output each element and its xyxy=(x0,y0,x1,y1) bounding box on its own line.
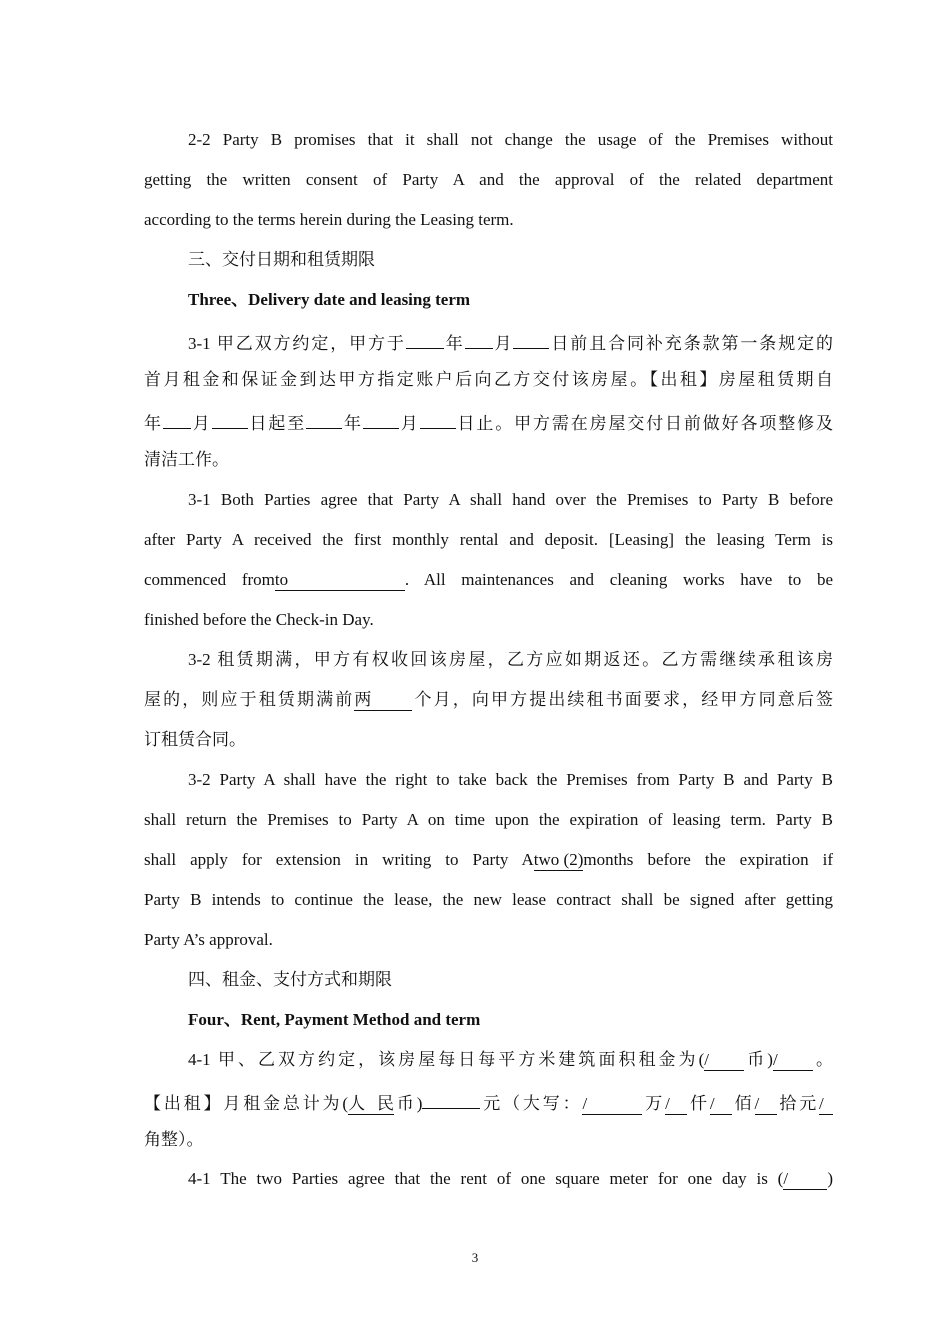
blank-currency: 人民 xyxy=(348,1094,395,1113)
blank-amount-jiao: / xyxy=(819,1095,833,1115)
blank-month xyxy=(465,329,493,349)
clause-4-1-en-line-1: 4-1 The two Parties agree that the rent of one square meter for one day is (/ ) xyxy=(188,1169,833,1188)
blank-day xyxy=(420,409,456,429)
blank-months-count: two (2) xyxy=(533,850,584,869)
clause-3-1-en-line-1: 3-1 Both Parties agree that Party A shall hand over the Premises to Party B before xyxy=(188,490,833,509)
blank-amount-shi: / xyxy=(755,1095,777,1115)
clause-3-1-zh-line-3: 年 月 日起至 年 月 日止。甲方需在房屋交付日前做好各项整修及 xyxy=(144,409,833,435)
blank-daily-rent: / xyxy=(773,1051,813,1071)
section-3-heading-zh: 三、交付日期和租赁期限 xyxy=(188,250,375,269)
clause-3-2-en-line-1: 3-2 Party A shall have the right to take back the Premises from Party B and Party B xyxy=(188,770,833,789)
clause-3-2-en-line-4: Party B intends to continue the lease, the new lease contract shall be signed after getting xyxy=(144,890,833,909)
clause-3-1-zh-line-4: 清洁工作。 xyxy=(144,450,229,469)
blank-year xyxy=(306,409,342,429)
clause-2-2-en-line-1: 2-2 Party B promises that it shall not change the usage of the Premises without xyxy=(188,130,833,149)
blank-months-count: 两 xyxy=(354,691,412,711)
clause-3-1-en-line-2: after Party A received the first monthly rental and deposit. [Leasing] the leasing Term is xyxy=(144,530,833,549)
blank-amount-wan: / xyxy=(582,1095,642,1115)
blank-day xyxy=(513,329,549,349)
blank-amount-qian: / xyxy=(665,1095,687,1115)
clause-3-1-zh-line-2: 首月租金和保证金到达甲方指定账户后向乙方交付该房屋。【出租】房屋租赁期自 xyxy=(144,370,833,389)
blank-monthly-rent xyxy=(422,1089,480,1109)
clause-3-2-en-line-3: shall apply for extension in writing to Party Atwo (2)months before the expiration if xyxy=(144,850,833,869)
clause-3-1-en-line-3: commenced fromto . All maintenances and cleaning works have to be xyxy=(144,570,833,589)
blank-daily-rent: / xyxy=(783,1170,827,1190)
clause-3-2-zh-line-1: 3-2 租赁期满，甲方有权收回该房屋，乙方应如期返还。乙方需继续承租该房 xyxy=(188,650,833,669)
blank-year xyxy=(406,329,444,349)
section-4-heading-en: Four、Rent, Payment Method and term xyxy=(188,1010,481,1029)
clause-3-2-zh-line-3: 订租赁合同。 xyxy=(144,730,246,749)
blank-day xyxy=(212,409,248,429)
section-4-heading-zh: 四、租金、支付方式和期限 xyxy=(188,970,392,989)
clause-3-1-en-line-4: finished before the Check-in Day. xyxy=(144,610,374,629)
clause-3-1-zh-line-1: 3-1 甲乙双方约定，甲方于 年 月 日前且合同补充条款第一条规定的 xyxy=(188,329,833,355)
clause-4-1-zh-line-2: 【出租】月租金总计为(人民币) 元（大写：/ 万/ 仟/ 佰/ 拾元/ xyxy=(144,1089,833,1115)
clause-2-2-en-line-3: according to the terms herein during the Leasing term. xyxy=(144,210,514,229)
clause-3-2-en-line-2: shall return the Premises to Party A on time upon the expiration of leasing term. Party B xyxy=(144,810,833,829)
clause-4-1-zh-line-1: 4-1 甲、乙双方约定，该房屋每日每平方米建筑面积租金为(/ 币)/ 。 xyxy=(188,1050,833,1069)
blank-month xyxy=(363,409,399,429)
blank-date-range: to xyxy=(275,571,405,591)
blank-amount-bai: / xyxy=(710,1095,732,1115)
clause-3-2-en-line-5: Party A’s approval. xyxy=(144,930,273,949)
clause-3-2-zh-line-2: 屋的，则应于租赁期满前两 个月，向甲方提出续租书面要求，经甲方同意后签 xyxy=(144,690,834,709)
page-number: 3 xyxy=(471,1250,479,1265)
clause-2-2-en-line-2: getting the written consent of Party A and the approval of the related department xyxy=(144,170,833,189)
clause-4-1-zh-line-3: 角整）。 xyxy=(144,1130,204,1149)
blank-currency: / xyxy=(704,1051,744,1071)
section-3-heading-en: Three、Delivery date and leasing term xyxy=(188,290,471,309)
blank-month xyxy=(163,409,191,429)
